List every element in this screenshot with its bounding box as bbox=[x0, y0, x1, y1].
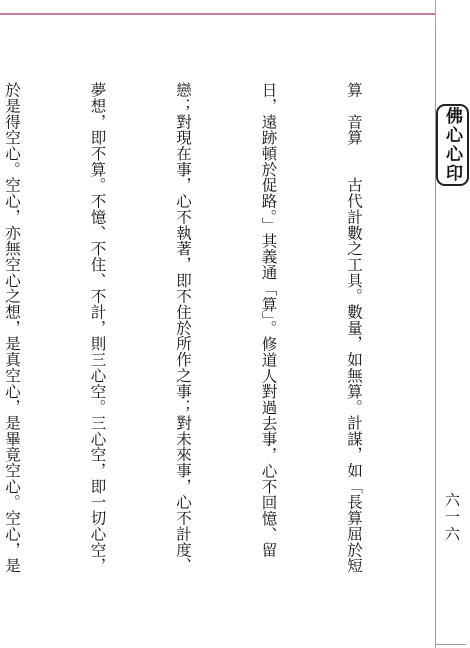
running-title-box bbox=[436, 104, 469, 186]
running-title: 佛心心印 bbox=[442, 107, 462, 183]
text-line: 於是得空心。空心，亦無空心之想，是真空心，是畢竟空心。空心，是 bbox=[3, 82, 21, 574]
text-line: 算 音算 古代計數之工具。數量，如無算。計謀，如「長算屈於短 bbox=[345, 82, 363, 574]
text-line: 戀；對現在事，心不執著，即不住於所作之事；對未來事，心不計度、 bbox=[174, 82, 192, 574]
body-text bbox=[3, 82, 425, 637]
text-line: 日，遠跡頓於促路。」其義通「算」。修道人對過去事，心不回憶、留 bbox=[259, 82, 278, 558]
page-number: 六一六 bbox=[443, 492, 461, 543]
top-rule bbox=[0, 13, 436, 15]
text-line: 夢想，即不算。不憶、不住、不計，則三心空。三心空，即一切心空， bbox=[88, 82, 107, 574]
